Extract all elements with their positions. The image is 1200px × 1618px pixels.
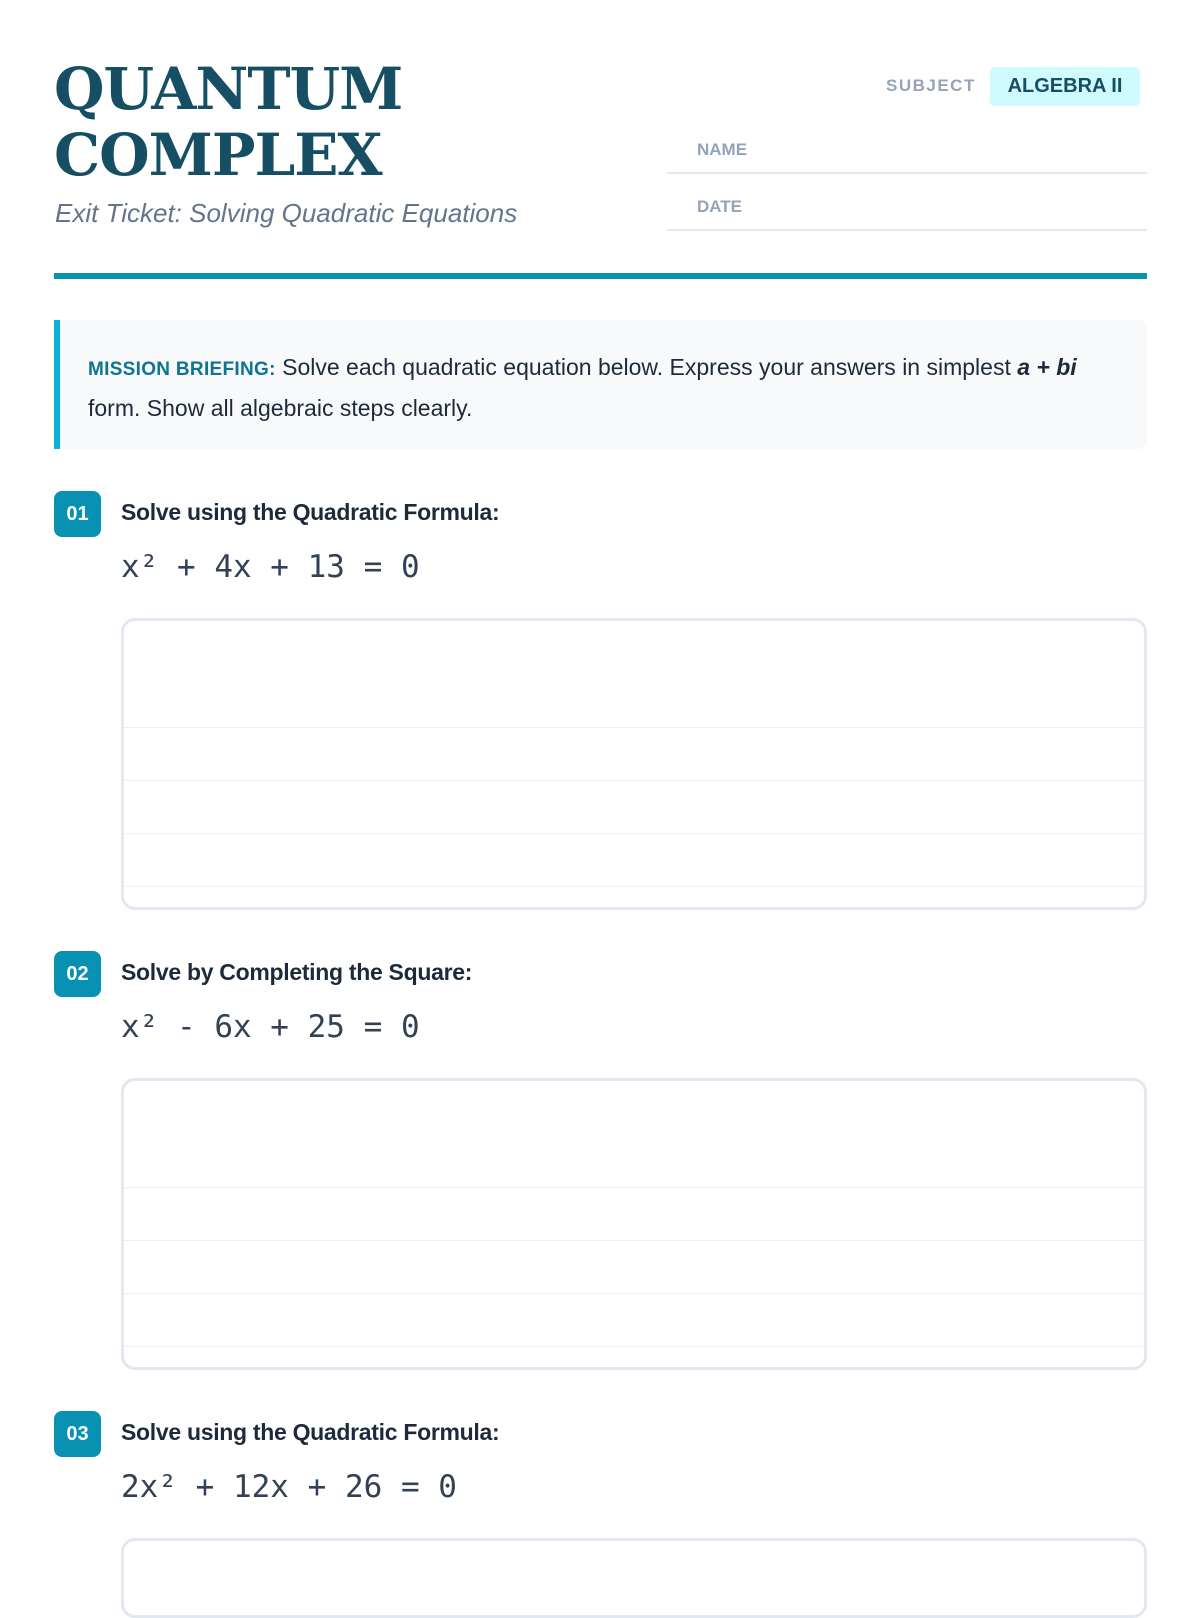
name-label: NAME (697, 140, 748, 159)
problem-instruction: Solve by Completing the Square: (121, 959, 473, 985)
date-label: DATE (697, 197, 743, 216)
subject-label: SUBJECT (886, 76, 976, 95)
problem-equation: x² - 6x + 25 = 0 (121, 1009, 420, 1045)
ruled-line (124, 1346, 1144, 1347)
answer-work-area[interactable] (121, 1538, 1147, 1618)
worksheet-subtitle: Exit Ticket: Solving Quadratic Equations (55, 198, 518, 228)
title-line-2: COMPLEX (54, 121, 382, 189)
ruled-line (124, 1187, 1144, 1188)
ruled-line (124, 780, 1144, 781)
header-divider (54, 273, 1147, 279)
briefing-label: MISSION BRIEFING: (88, 359, 276, 380)
problem-equation: 2x² + 12x + 26 = 0 (121, 1469, 457, 1505)
name-field[interactable] (667, 130, 1147, 174)
briefing-text-end: form. Show all algebraic steps clearly. (88, 395, 473, 421)
problem-equation: x² + 4x + 13 = 0 (121, 549, 420, 585)
problem-number-badge: 01 (54, 491, 101, 537)
briefing-form: a + bi (1017, 354, 1077, 380)
problem-instruction: Solve using the Quadratic Formula: (121, 499, 500, 525)
answer-work-area[interactable] (121, 618, 1147, 910)
ruled-line (124, 833, 1144, 834)
mission-briefing (54, 320, 1147, 449)
problem-instruction: Solve using the Quadratic Formula: (121, 1419, 500, 1445)
briefing-text: Solve each quadratic equation below. Express your answers in simplest (275, 354, 1018, 380)
ruled-line (124, 886, 1144, 887)
answer-work-area[interactable] (121, 1078, 1147, 1370)
subject-badge: ALGEBRA II (990, 67, 1140, 106)
title-line-1: QUANTUM (54, 55, 403, 123)
problem-number-badge: 02 (54, 951, 101, 997)
ruled-line (124, 1293, 1144, 1294)
ruled-line (124, 1240, 1144, 1241)
page-title (54, 56, 402, 188)
problem-number-badge: 03 (54, 1411, 101, 1457)
ruled-line (124, 727, 1144, 728)
date-field[interactable] (667, 187, 1147, 231)
